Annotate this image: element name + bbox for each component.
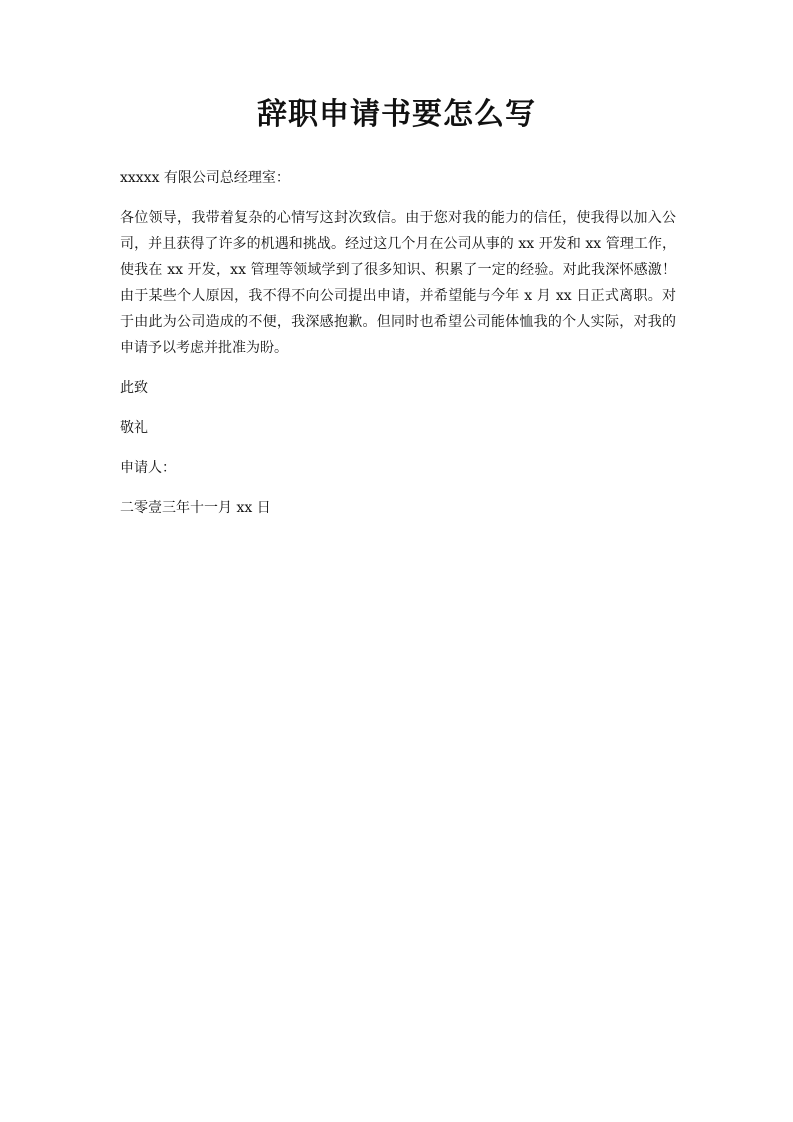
- closing-jing-li: 敬礼: [120, 420, 148, 436]
- body-paragraph: 各位领导，我带着复杂的心情写这封次致信。由于您对我的能力的信任，使我得以加入公司，并且获得了许多的机遇和挑战。经过这几个月在公司从事的 xx 开发和 xx 管理工作，使我在 xx 开发，xx 管理等领域学到了很多知识、积累了一定的经验。对此我深怀感激！由于某些个人原因，我不得不向公司提出申请，并希望能与今年 x 月 xx 日正式离职。对于由此为公司造成的不便，我深感抱歉。但同时也希望公司能体恤我的个人实际，对我的申请予以考虑并批准为盼。: [120, 210, 676, 356]
- closing-ci-zhi: 此致: [120, 380, 148, 396]
- document-date: 二零壹三年十一月 xx 日: [120, 500, 271, 516]
- applicant-label: 申请人：: [120, 460, 176, 476]
- salutation: xxxxx 有限公司总经理室：: [120, 170, 290, 186]
- document-title: 辞职申请书要怎么写: [257, 97, 536, 132]
- document-content: [120, 165, 676, 535]
